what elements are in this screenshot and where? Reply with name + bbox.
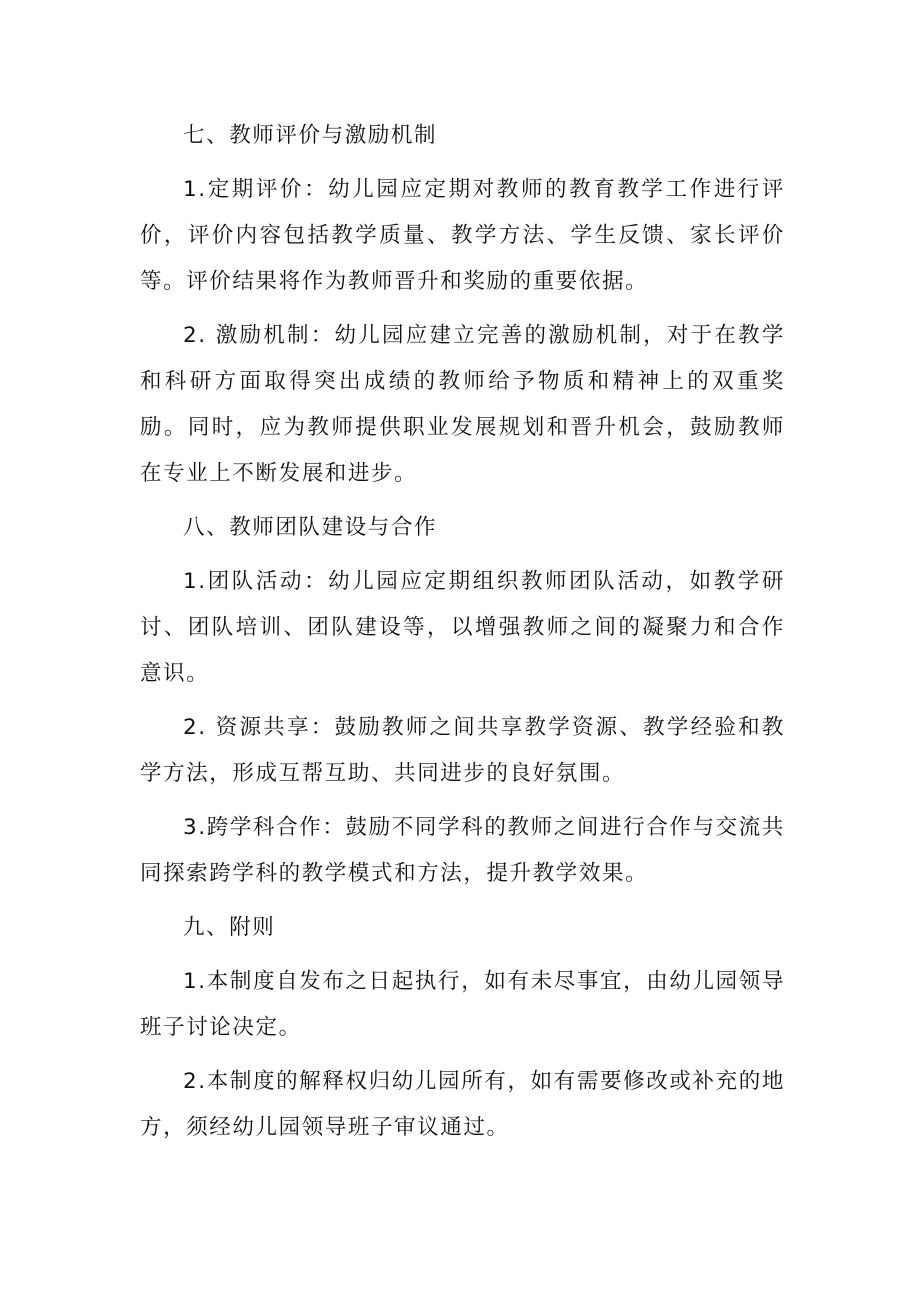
paragraph-resource-sharing: 2. 资源共享：鼓励教师之间共享教学资源、教学经验和教学方法，形成互帮互助、共同进步的良好氛围。 bbox=[140, 715, 785, 786]
paragraph-team-activities: 1.团队活动：幼儿园应定期组织教师团队活动，如教学研讨、团队培训、团队建设等，以增强教师之间的凝聚力和合作意识。 bbox=[140, 569, 785, 686]
paragraph-effective-date: 1.本制度自发布之日起执行，如有未尽事宜，由幼儿园领导班子讨论决定。 bbox=[140, 969, 785, 1040]
paragraph-regular-evaluation: 1.定期评价：幼儿园应定期对教师的教育教学工作进行评价，评价内容包括教学质量、教学方法、学生反馈、家长评价等。评价结果将作为教师晋升和奖励的重要依据。 bbox=[140, 177, 785, 294]
paragraph-incentive-mechanism: 2. 激励机制：幼儿园应建立完善的激励机制，对于在教学和科研方面取得突出成绩的教师给予物质和精神上的双重奖励。同时，应为教师提供职业发展规划和晋升机会，鼓励教师在专业上不断发展和进步。 bbox=[140, 323, 785, 486]
section-heading-7: 七、教师评价与激励机制 bbox=[183, 123, 438, 148]
section-heading-9: 九、附则 bbox=[183, 915, 276, 940]
paragraph-interpretation-right: 2.本制度的解释权归幼儿园所有，如有需要修改或补充的地方，须经幼儿园领导班子审议通过。 bbox=[140, 1069, 785, 1140]
document-body bbox=[140, 113, 785, 1159]
section-heading-8: 八、教师团队建设与合作 bbox=[183, 515, 438, 540]
paragraph-interdisciplinary-cooperation: 3.跨学科合作：鼓励不同学科的教师之间进行合作与交流共同探索跨学科的教学模式和方法，提升教学效果。 bbox=[140, 815, 785, 886]
